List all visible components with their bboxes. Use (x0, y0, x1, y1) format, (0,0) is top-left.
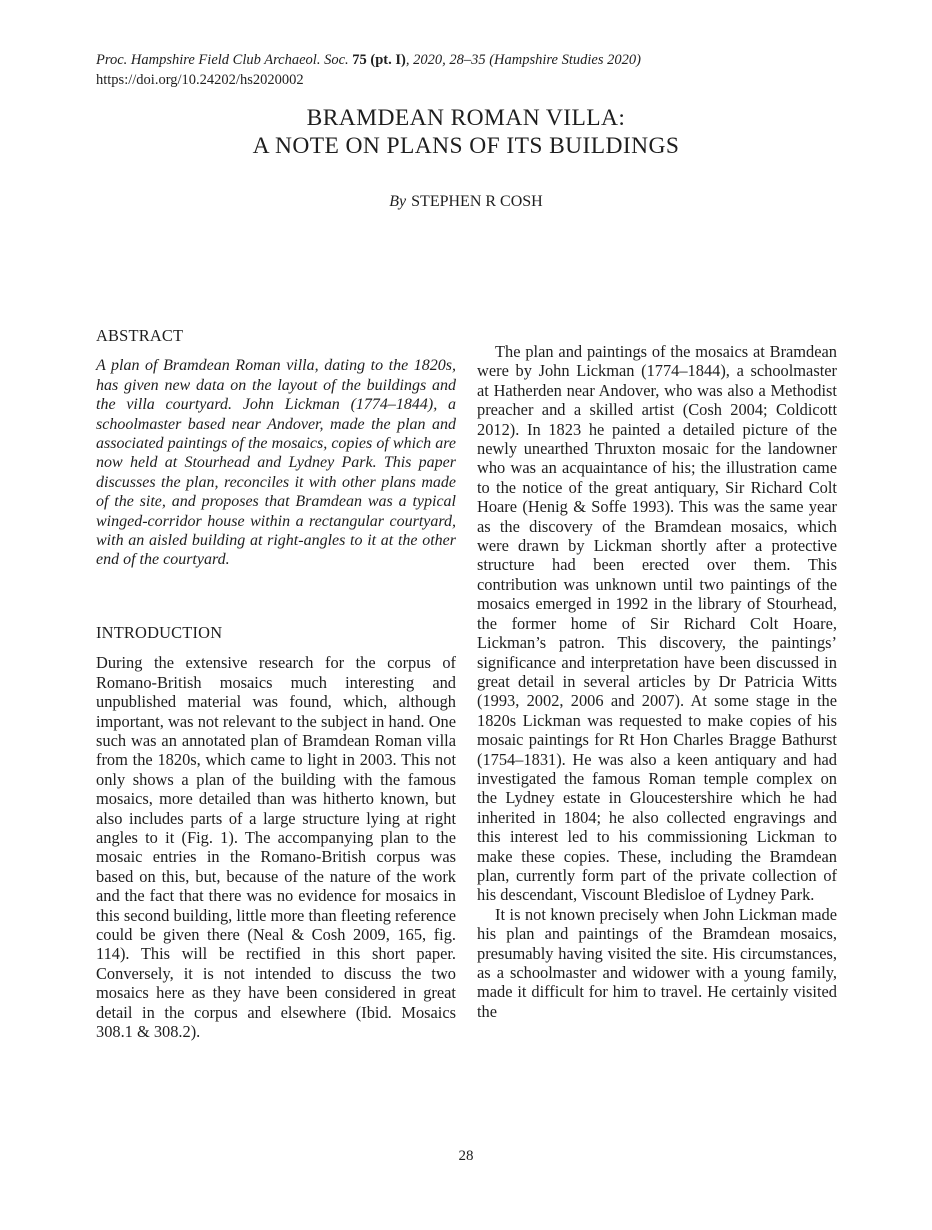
author-name: STEPHEN R COSH (411, 193, 543, 210)
byline (0, 193, 932, 211)
doi-link[interactable]: https://doi.org/10.24202/hs2020002 (96, 72, 304, 88)
journal-volume: 75 (pt. I) (352, 52, 406, 68)
byline-by: By (389, 193, 407, 210)
title-line-1: BRAMDEAN ROMAN VILLA: (306, 105, 626, 131)
journal-issue-info: , 2020, 28–35 (Hampshire Studies 2020) (405, 52, 641, 68)
abstract-heading: ABSTRACT (96, 326, 184, 345)
journal-citation (96, 52, 641, 69)
title-line-2: A NOTE ON PLANS OF ITS BUILDINGS (252, 133, 680, 159)
page-number: 28 (458, 1148, 474, 1164)
journal-name: Proc. Hampshire Field Club Archaeol. Soc. (96, 52, 349, 68)
introduction-heading: INTRODUCTION (96, 622, 223, 642)
article-title (0, 104, 932, 160)
introduction-paragraph: During the extensive research for the corpus of Romano-British mosaics much interesting and unpublished material was found, which, although important, was not relevant to the subject in hand. One such was an annotated plan of Bramdean Roman villa from the 1820s, which came to light in 2003. This not only shows a plan of the building with the famous mosaics, more detailed than was hitherto known, but also includes parts of a large structure lying at right angles to it (Fig. 1). The accompanying plan to the mosaic entries in the Romano-British corpus was based on this, but, because of the nature of the work and the fact that there was no evidence for mosaics in this second building, little more than fleeting reference could be given there (Neal & Cosh 2009, 165, fig. 114). This will be rectified in this short paper. Conversely, it is not intended to discuss the two mosaics here as they have been considered in great detail in the corpus and elsewhere (Ibid. Mosaics 308.1 & 308.2). (96, 653, 456, 1041)
abstract-text: A plan of Bramdean Roman villa, dating to the 1820s, has given new data on the layout of the buildings and the villa courtyard. John Lickman (1774–1844), a schoolmaster based near Andover, made the plan and associated paintings of the mosaics, copies of which are now held at Stourhead and Lydney Park. This paper discusses the plan, reconciles it with other plans made of the site, and proposes that Bramdean was a typical winged-corridor house within a rectangular courtyard, with an aisled building at right-angles to it at the other end of the courtyard. (96, 357, 456, 569)
body-paragraph-2: It is not known precisely when John Lickman made his plan and paintings of the Bramdean mosaics, presumably having visited the site. His circumstances, as a schoolmaster and widower with a young family, made it difficult for him to travel. He certainly visited the (477, 904, 837, 1021)
right-column (477, 342, 837, 1021)
body-paragraph-1: The plan and paintings of the mosaics at Bramdean were by John Lickman (1774–1844), a schoolmaster at Hatherden near Andover, who was also a Methodist preacher and a skilled artist (Cosh 2004; Coldicott 2012). In 1823 he painted a detailed picture of the newly unearthed Thruxton mosaic for the landowner who was an acquaintance of his; the illustration came to the notice of the great antiquary, Sir Richard Colt Hoare (Henig & Soffe 1993). This was the same year as the discovery of the Bramdean mosaics, which were drawn by Lickman shortly after a protective structure had been erected over them. This contribution was unknown until two paintings of the mosaics emerged in 1992 in the library of Stourhead, the former home of Sir Richard Colt Hoare, Lickman’s patron. This discovery, the paintings’ significance and interpretation have been discussed in great detail in several articles by Dr Patricia Witts (1993, 2002, 2006 and 2007). At some stage in the 1820s Lickman was requested to make copies of his mosaic paintings for Rt Hon Charles Bragge Bathurst (1754–1831). He was also a keen antiquary and had investigated the famous Roman temple complex on the Lydney estate in Gloucestershire which he had inherited in 1804; he also collected engravings and this interest led to his commissioning Lickman to make these copies. These, including the Bramdean plan, currently form part of the private collection of his descendant, Viscount Bledisloe of Lydney Park. (477, 342, 837, 905)
left-column (96, 326, 456, 1041)
